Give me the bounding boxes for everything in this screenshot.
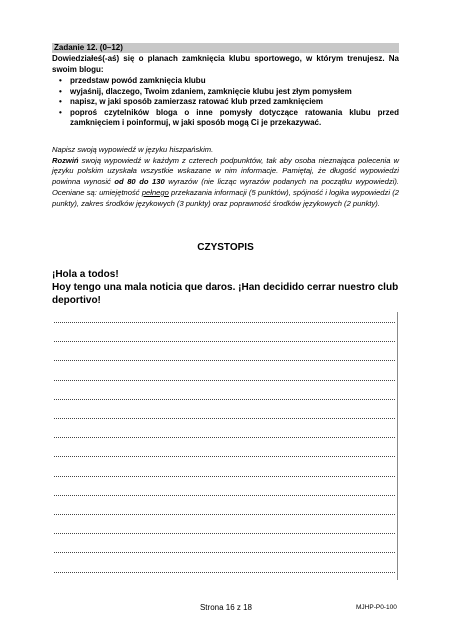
instructions-text-a: swoją wypowiedź w każdym z czterech podpunktów, tak aby osoba nieznająca polecenia w języku polskim uzyskała wszystkie wskazane w nim informacje. Pamiętaj, że długość wypowiedzi powinna wynosić [52,155,399,187]
draft-title: CZYSTOPIS [197,242,254,253]
writing-line[interactable] [54,552,395,553]
instructions-paragraph [52,156,399,210]
writing-line[interactable] [54,360,395,361]
page-number: Strona 16 z 18 [199,603,253,612]
instructions-text-b: wyrazów (nie licząc wyrazów podanych na początku wypowiedzi). Oceniane są: umiejętność [52,177,399,197]
writing-line[interactable] [54,437,395,438]
writing-line[interactable] [54,514,395,515]
writing-line[interactable] [54,572,395,573]
opening-line: Hoy tengo una mala noticia que daros. ¡Han decidido cerrar nuestro club deportivo! [52,282,399,306]
writing-line[interactable] [54,380,395,381]
instructions-line: Napisz swoją wypowiedź w języku hiszpańskim. [52,145,214,154]
writing-line[interactable] [54,418,395,419]
task-header [52,43,399,53]
instructions-text-c: przekazania informacji (5 punktów), spójność i logika wypowiedzi (2 punkty), zakres środków językowych (3 punkty) oraz poprawność środków językowych (2 punkty). [52,187,399,208]
task-bullet: • poproś czytelników bloga o inne pomysły dotyczące ratowania klubu przed zamknięciem i poinformuj, w jaki sposób mogą Ci je przekazywać. [52,108,399,129]
writing-line[interactable] [54,476,395,477]
writing-line[interactable] [54,533,395,534]
pelnego-word: pełnego [141,187,169,197]
exam-code: MJHP-P0-100 [356,604,397,611]
word-range: od 80 do 130 [114,177,165,187]
greeting-line: ¡Hola a todos! [52,269,119,280]
writing-line[interactable] [54,399,395,400]
writing-area[interactable] [52,312,398,580]
task-bullet-list [52,76,399,129]
writing-line[interactable] [54,341,395,342]
writing-line[interactable] [54,322,395,323]
task-intro: Dowiedziałeś(-aś) się o planach zamknięcia klubu sportowego, w którym trenujesz. Na swoim blogu: [52,54,399,74]
task-bullet: • przedstaw powód zamknięcia klubu [52,76,399,87]
instructions [52,145,399,209]
task-bullet: • napisz, w jaki sposób zamierzasz ratować klub przed zamknięciem [52,97,399,108]
task-title: Zadanie 12. (0–12) [54,43,123,52]
writing-line[interactable] [54,456,395,457]
draft-opening [52,268,399,307]
rozwin-word: Rozwiń [52,155,79,165]
task-bullet: • wyjaśnij, dlaczego, Twoim zdaniem, zamknięcie klubu jest złym pomysłem [52,87,399,98]
writing-line[interactable] [54,495,395,496]
